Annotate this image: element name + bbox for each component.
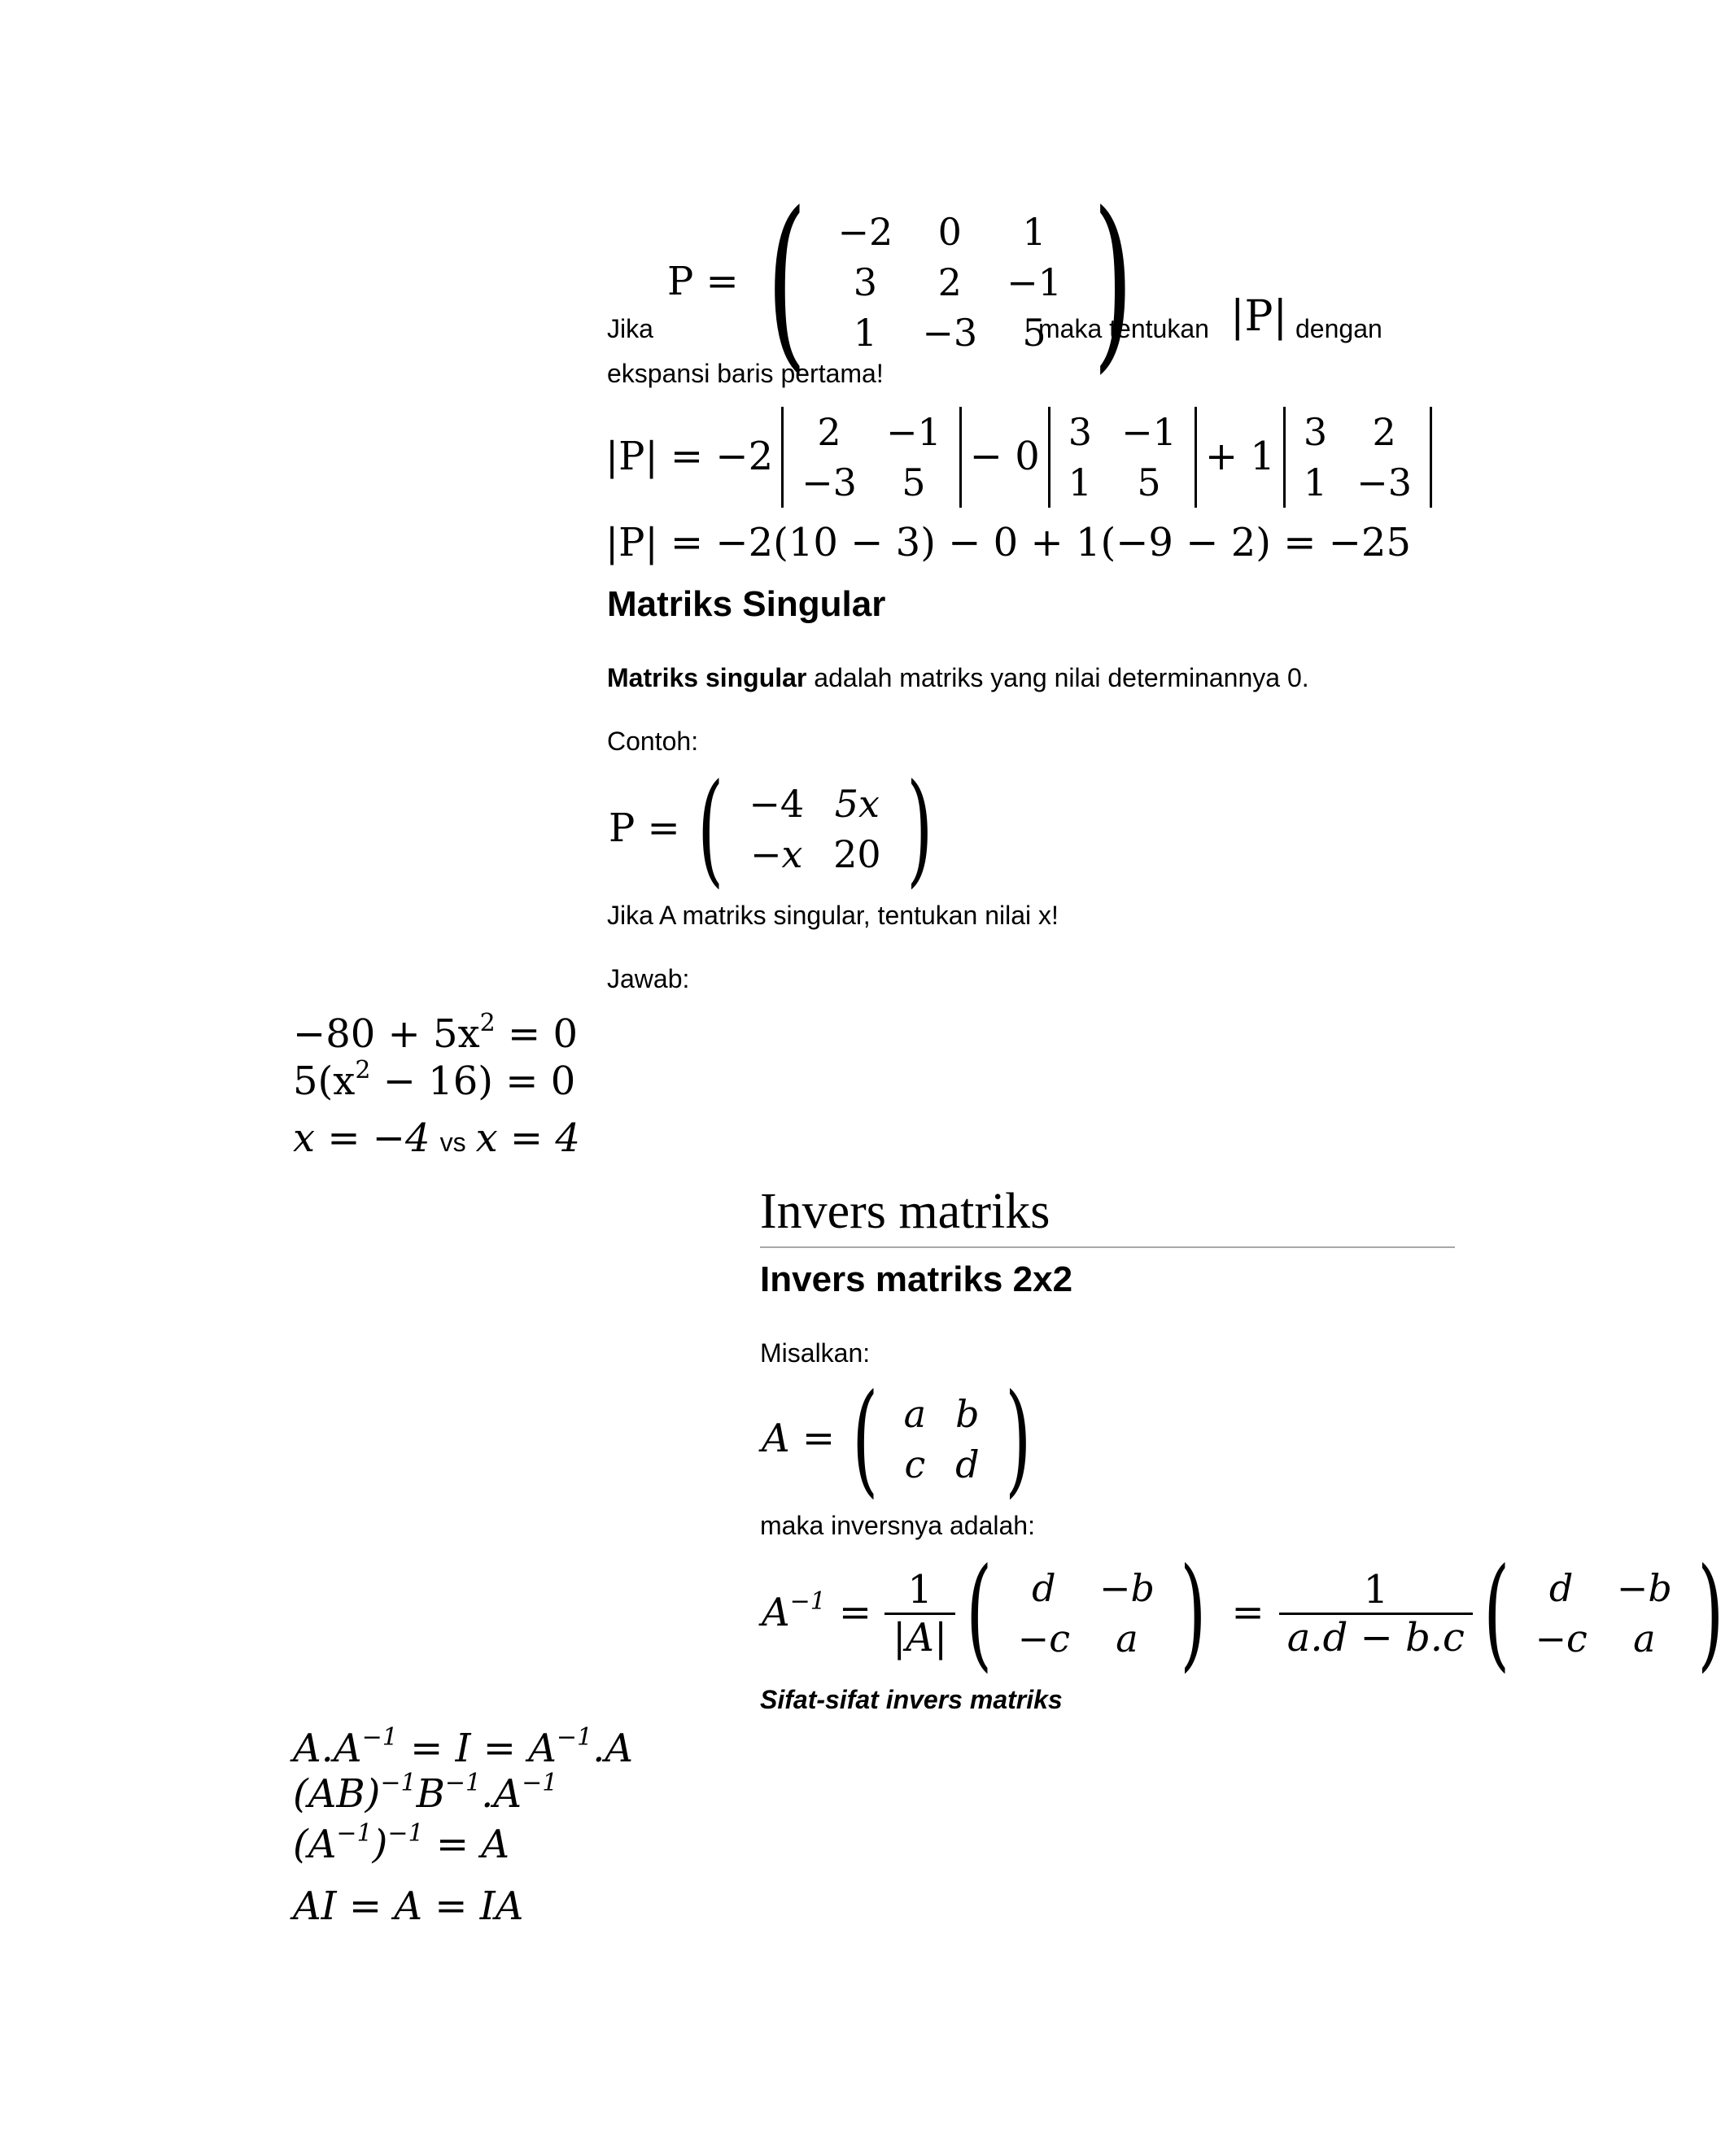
left-paren: ( [966, 1543, 993, 1684]
exp-lhs: |P| = −2 [605, 434, 774, 480]
property-2 [293, 1769, 558, 1817]
a-lhs: A = [762, 1416, 836, 1462]
text-dengan: dengan [1295, 314, 1382, 343]
prop1-exponent: −1 [556, 1723, 593, 1752]
matrix-cell: 1 [1068, 460, 1093, 504]
matrix-cell: −c [1017, 1617, 1070, 1661]
definition-text: adalah matriks yang nilai determinannya 0. [806, 663, 1309, 692]
left-paren: ( [1483, 1543, 1510, 1684]
abs-p: |P| [1230, 292, 1288, 341]
matrix-cell: 5 [1022, 311, 1046, 355]
eq3-left: x = −4 [293, 1115, 430, 1161]
minor-1 [781, 407, 962, 508]
matrix-cell: 5 [1137, 460, 1161, 504]
heading-sifat-sifat: Sifat-sifat invers matriks [760, 1685, 1063, 1714]
matrix-cell: −1 [885, 410, 941, 454]
heading-invers-2x2: Invers matriks 2x2 [760, 1259, 1073, 1299]
prop2-part: B [416, 1771, 445, 1817]
matrix-cell: 3 [1303, 410, 1328, 454]
p2-lhs: P = [609, 805, 680, 852]
matrix-cell: 1 [1303, 460, 1328, 504]
fraction-denominator: a.d − b.c [1279, 1613, 1473, 1661]
matrix-cell: 2 [937, 260, 962, 304]
prop2-part: .A [481, 1771, 522, 1817]
prop2-exponent: −1 [522, 1769, 558, 1797]
eq2-exponent: 2 [355, 1056, 371, 1085]
matrix-cell: 2 [817, 410, 841, 454]
equals-sign: = [1231, 1590, 1264, 1636]
left-paren: ( [697, 758, 724, 900]
matrix-cell: −x [749, 832, 803, 876]
matrix-cell: a [1633, 1617, 1656, 1661]
prop3-part: (A [293, 1822, 337, 1867]
matrix-cell: a [1116, 1617, 1138, 1661]
inverse-formula [762, 1543, 1734, 1684]
definition-singular [607, 662, 1309, 693]
definition-term: Matriks singular [607, 663, 807, 692]
eq3-vs: vs [439, 1128, 466, 1157]
inv-lhs-base: A [762, 1590, 790, 1636]
matrix-p-2x2 [609, 758, 943, 900]
prop3-part: = A [423, 1822, 509, 1867]
inv-lhs [762, 1587, 826, 1636]
matrix-cell: −2 [837, 210, 893, 254]
property-3 [293, 1819, 509, 1867]
prop2-exponent: −1 [380, 1769, 417, 1797]
text-jika: Jika [607, 314, 653, 343]
matrix-cell: −b [1098, 1566, 1155, 1610]
matrix-cell: 20 [833, 832, 881, 876]
fraction-numerator: 1 [1363, 1566, 1389, 1613]
matrix-cell: 0 [937, 210, 962, 254]
eq1-tail: = 0 [495, 1011, 579, 1057]
matrix-cell: 1 [1022, 210, 1046, 254]
text-jawab: Jawab: [607, 964, 690, 993]
matrix-cell: d [1548, 1566, 1574, 1610]
matrix-cell: −1 [1007, 260, 1062, 304]
minus-zero: − 0 [969, 434, 1040, 480]
text-maka-tentukan: maka tentukan [1038, 314, 1209, 343]
eq1-body: −80 + 5x [293, 1011, 480, 1057]
prop1-part: = I = A [397, 1726, 557, 1771]
matrix-cell: 3 [1068, 410, 1093, 454]
expansion-formula [605, 407, 1432, 508]
matrix-cell: 5 [902, 460, 926, 504]
matrix-cell: −3 [801, 460, 857, 504]
prop2-exponent: −1 [444, 1769, 482, 1797]
right-paren: ) [1093, 173, 1133, 391]
equation-2 [293, 1056, 576, 1104]
matrix-cell: −3 [1356, 460, 1412, 504]
fraction-1-over-ad-bc [1279, 1567, 1473, 1661]
property-1 [293, 1723, 634, 1771]
matrix-cell: −3 [922, 311, 978, 355]
prop3-exponent: −1 [336, 1819, 373, 1848]
equation-1 [293, 1009, 579, 1057]
title-invers-matriks: Invers matriks [760, 1184, 1050, 1239]
right-paren: ) [1180, 1543, 1207, 1684]
left-paren: ( [766, 173, 807, 391]
eq2-tail: − 16) = 0 [370, 1058, 576, 1104]
text-question: Jika A matriks singular, tentukan nilai x! [607, 901, 1059, 930]
title-underline [760, 1246, 1455, 1248]
equation-3 [293, 1116, 580, 1161]
matrix-cell: 3 [853, 260, 878, 304]
prop1-part: .A [592, 1726, 634, 1771]
matrix-cell: d [1032, 1566, 1056, 1610]
minor-3 [1283, 407, 1432, 508]
text-ekspansi: ekspansi baris pertama! [607, 359, 884, 388]
eq1-exponent: 2 [479, 1009, 496, 1037]
eq2-body: 5(x [293, 1058, 356, 1104]
prop1-exponent: −1 [361, 1723, 398, 1752]
matrix-cell: −c [1535, 1617, 1588, 1661]
text-maka-inversnya: maka inversnya adalah: [760, 1511, 1035, 1540]
matrix-cell: −1 [1121, 410, 1177, 454]
prop1-part: A.A [293, 1726, 362, 1771]
matrix-cell: 1 [853, 311, 878, 355]
fraction-1-over-det [884, 1567, 955, 1661]
p-lhs: P = [667, 259, 739, 305]
plus-one: + 1 [1204, 434, 1275, 480]
fraction-denominator: |A| [884, 1613, 955, 1661]
matrix-cell: −b [1616, 1566, 1672, 1610]
text-misalkan: Misalkan: [760, 1338, 871, 1368]
eq3-right: x = 4 [475, 1115, 580, 1161]
right-paren: ) [1697, 1543, 1724, 1684]
inv-lhs-exponent: −1 [789, 1587, 826, 1617]
matrix-cell: d [955, 1442, 980, 1486]
matrix-cell: b [955, 1392, 980, 1436]
matrix-cell: c [904, 1442, 926, 1486]
heading-matriks-singular: Matriks Singular [607, 584, 886, 624]
left-paren: ( [852, 1368, 879, 1510]
matrix-cell: 5x [834, 782, 880, 826]
right-paren: ) [906, 758, 933, 900]
equals-sign: = [838, 1590, 872, 1636]
fraction-numerator: 1 [907, 1566, 933, 1613]
prop3-part: ) [372, 1822, 388, 1867]
matrix-cell: −4 [749, 782, 805, 826]
matrix-a [762, 1368, 1042, 1510]
right-paren: ) [1004, 1368, 1031, 1510]
prop2-part: (AB) [293, 1771, 381, 1817]
matrix-cell: 2 [1372, 410, 1396, 454]
text-contoh: Contoh: [607, 727, 699, 756]
prop3-exponent: −1 [387, 1819, 424, 1848]
matrix-cell: a [903, 1392, 927, 1436]
minor-2 [1048, 407, 1197, 508]
property-4: AI = A = IA [293, 1883, 524, 1929]
determinant-result: |P| = −2(10 − 3) − 0 + 1(−9 − 2) = −25 [605, 520, 1411, 565]
